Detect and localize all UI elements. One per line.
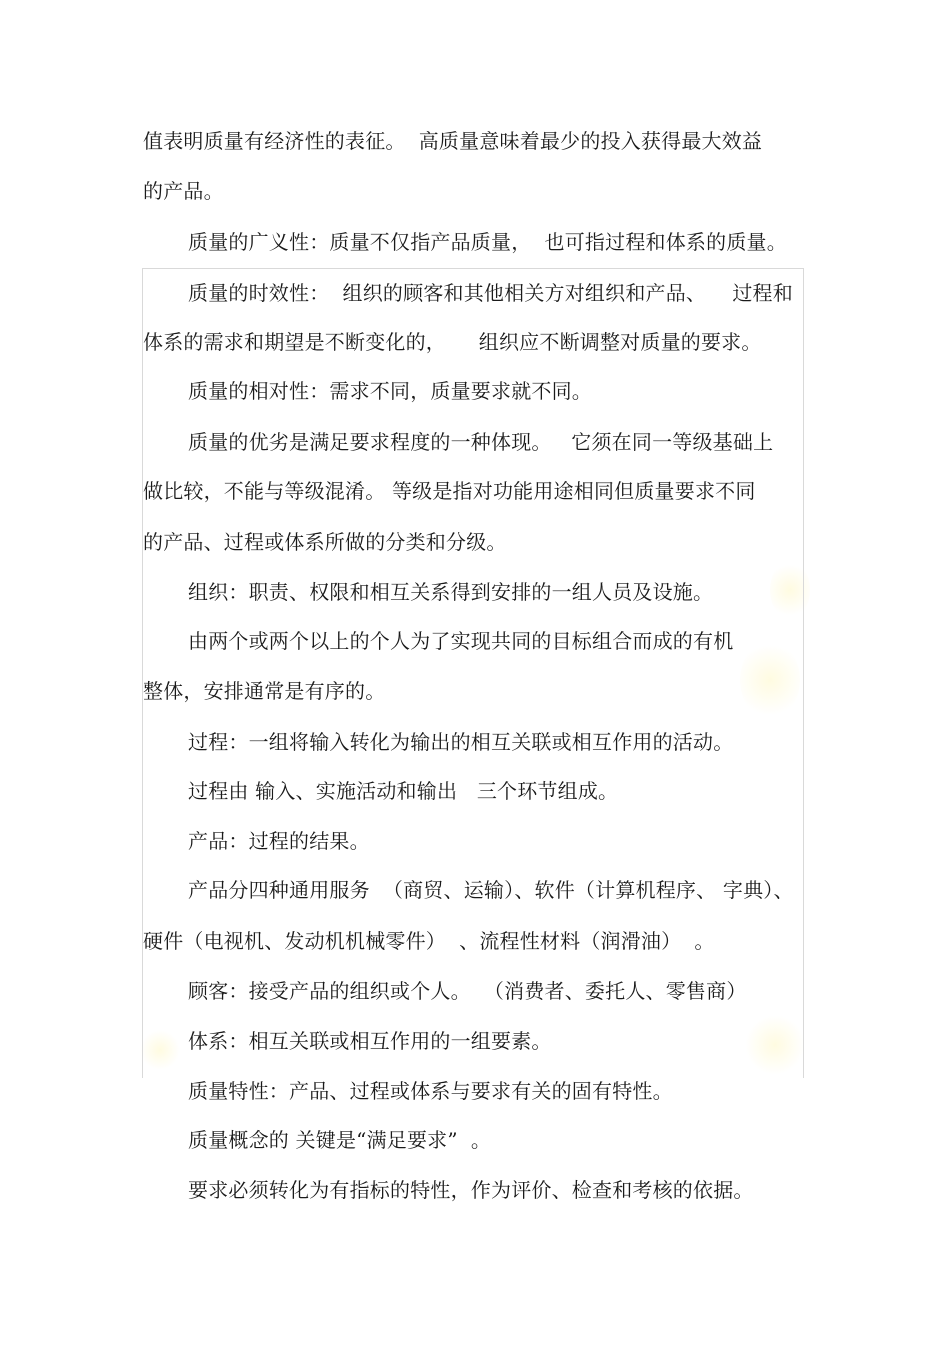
text-line: 整体，安排通常是有序的。: [143, 679, 386, 703]
text-line: 质量的优劣是满足要求程度的一种体现。 它须在同一等级基础上: [188, 430, 774, 454]
text-line: 产品分四种通用服务 （商贸、运输）、软件（计算机程序、 字典）、: [188, 878, 794, 902]
text-line: 产品：过程的结果。: [188, 829, 370, 853]
paper-stain: [770, 560, 810, 620]
text-line: 质量的相对性：需求不同，质量要求就不同。: [188, 379, 592, 403]
text-line: 过程由 输入、实施活动和输出 三个环节组成。: [188, 779, 619, 803]
text-line: 质量概念的 关键是“满足要求” 。: [188, 1128, 492, 1152]
text-line: 顾客：接受产品的组织或个人。 （消费者、委托人、零售商）: [188, 979, 747, 1003]
text-line: 要求必须转化为有指标的特性，作为评价、检查和考核的依据。: [188, 1178, 754, 1202]
text-line: 质量的时效性： 组织的顾客和其他相关方对组织和产品、 过程和: [188, 281, 793, 305]
text-line: 组织：职责、权限和相互关系得到安排的一组人员及设施。: [188, 580, 714, 604]
text-line: 的产品、过程或体系所做的分类和分级。: [143, 530, 507, 554]
text-line: 体系的需求和期望是不断变化的， 组织应不断调整对质量的要求。: [143, 330, 762, 354]
text-line: 硬件（电视机、发动机机械零件） 、流程性材料（润滑油） 。: [143, 929, 715, 953]
text-line: 的产品。: [143, 179, 224, 203]
text-line: 做比较，不能与等级混淆。 等级是指对功能用途相同但质量要求不同: [143, 479, 756, 503]
text-line: 质量特性：产品、过程或体系与要求有关的固有特性。: [188, 1079, 673, 1103]
text-line: 过程：一组将输入转化为输出的相互关联或相互作用的活动。: [188, 730, 734, 754]
paper-stain: [740, 640, 800, 720]
paper-stain: [745, 1015, 805, 1075]
text-line: 值表明质量有经济性的表征。 高质量意味着最少的投入获得最大效益: [143, 129, 763, 153]
text-line: 体系：相互关联或相互作用的一组要素。: [188, 1029, 552, 1053]
text-line: 质量的广义性：质量不仅指产品质量， 也可指过程和体系的质量。: [188, 230, 787, 254]
paper-stain: [140, 1030, 180, 1070]
text-line: 由两个或两个以上的个人为了实现共同的目标组合而成的有机: [188, 629, 734, 653]
